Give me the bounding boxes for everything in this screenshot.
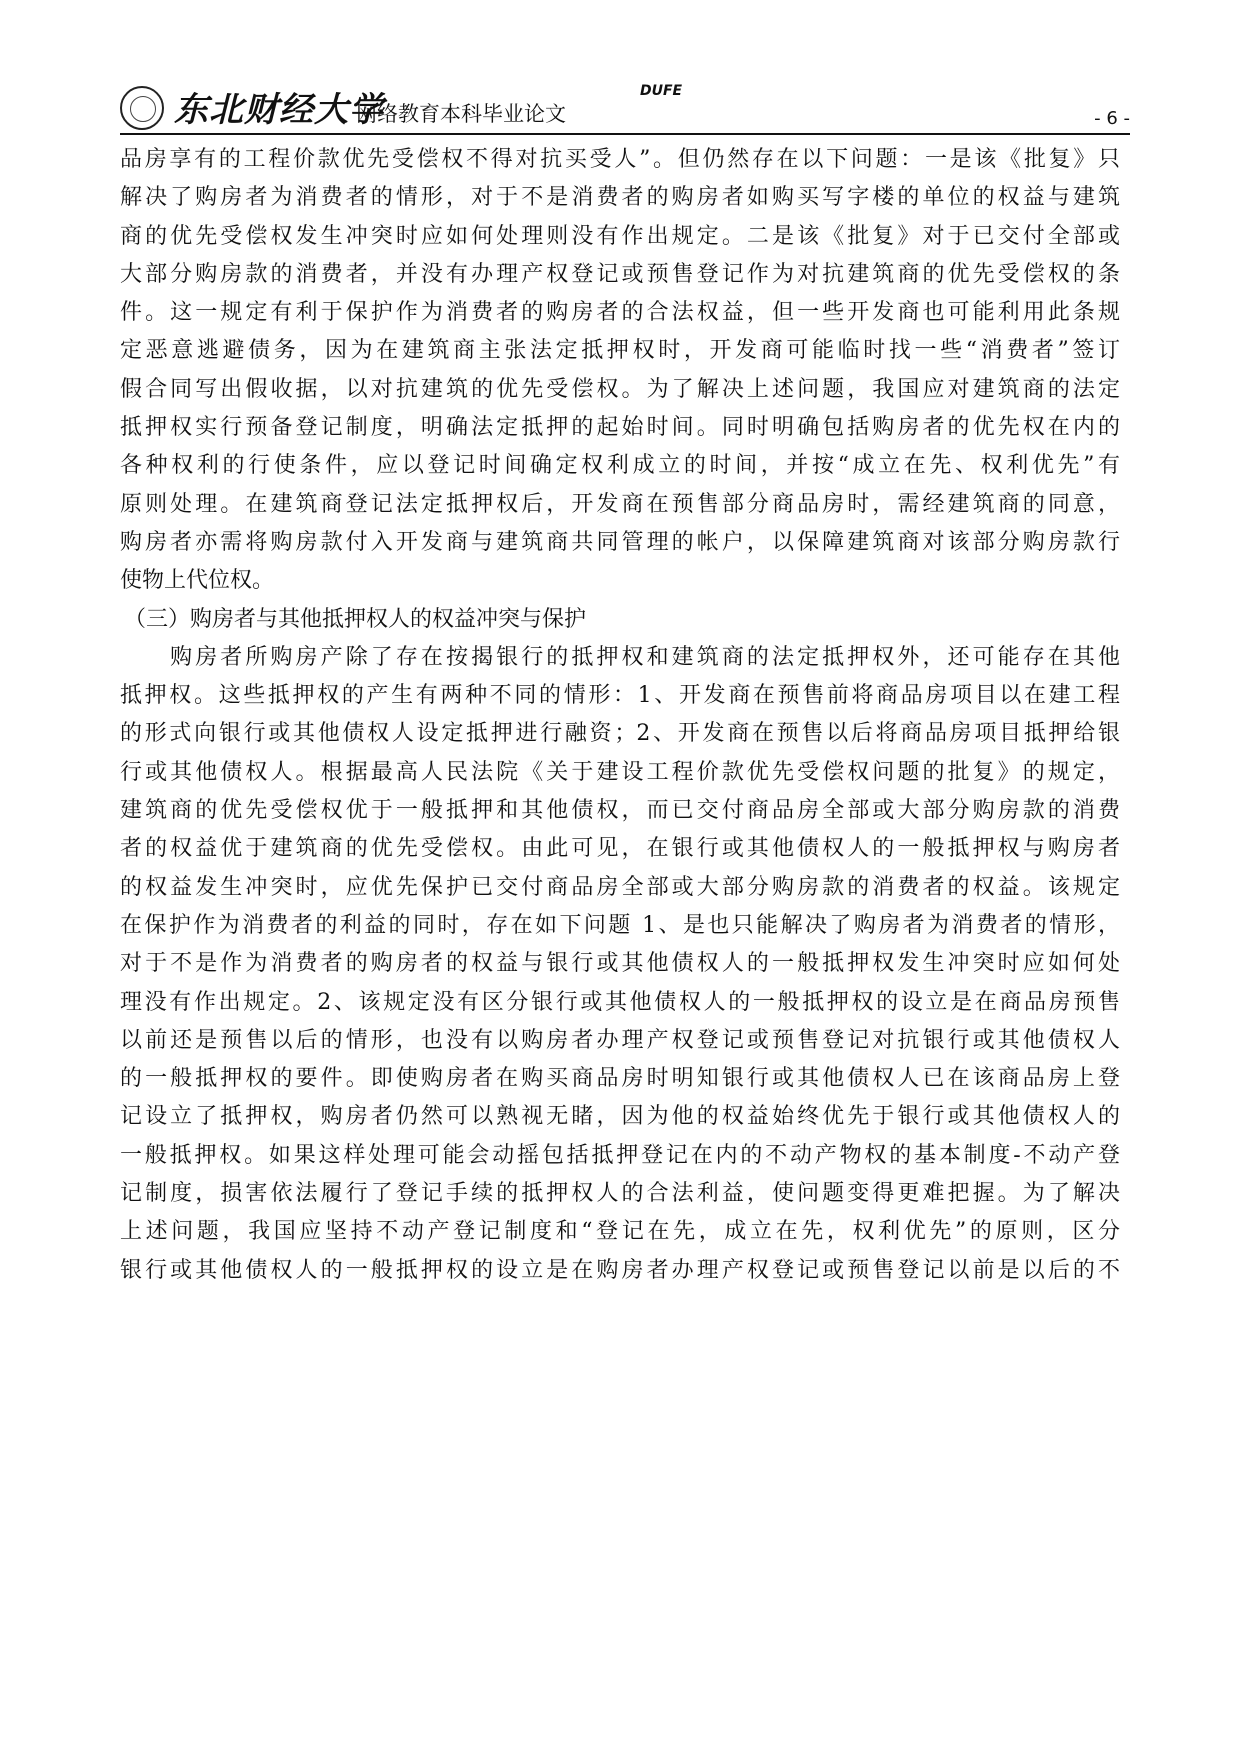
text-line: 行或其他债权人。根据最高人民法院《关于建设工程价款优先受偿权问题的批复》的规定， [120,759,1120,785]
text-line: 银行或其他债权人的一般抵押权的设立是在购房者办理产权登记或预售登记以前是以后的不 [120,1257,1120,1283]
text-line: 对于不是作为消费者的购房者的权益与银行或其他债权人的一般抵押权发生冲突时应如何处 [120,951,1120,977]
text-line: 使物上代位权。 [120,568,275,594]
text-line: 件。这一规定有利于保护作为消费者的购房者的合法权益，但一些开发商也可能利用此条规 [120,300,1120,326]
text-line: 品房享有的工程价款优先受偿权不得对抗买受人”。但仍然存在以下问题：一是该《批复》只 [120,147,1120,172]
text-line: 购房者所购房产除了存在按揭银行的抵押权和建筑商的法定抵押权外，还可能存在其他 [120,644,1120,670]
text-line: 以前还是预售以后的情形，也没有以购房者办理产权登记或预售登记对抗银行或其他债权人 [120,1027,1120,1053]
text-line: 大部分购房款的消费者，并没有办理产权登记或预售登记作为对抗建筑商的优先受偿权的条 [120,261,1120,287]
text-line: 理没有作出规定。2、该规定没有区分银行或其他债权人的一般抵押权的设立是在商品房预售 [120,989,1120,1015]
text-line: 商的优先受偿权发生冲突时应如何处理则没有作出规定。二是该《批复》对于已交付全部或 [120,223,1120,249]
header-divider [120,133,1130,135]
text-line: 解决了购房者为消费者的情形，对于不是消费者的购房者如购买写字楼的单位的权益与建筑 [120,185,1120,211]
section-heading: （三）购房者与其他抵押权人的权益冲突与保护 [124,606,587,632]
text-line: 原则处理。在建筑商登记法定抵押权后，开发商在预售部分商品房时，需经建筑商的同意， [120,491,1120,517]
text-line: 建筑商的优先受偿权优于一般抵押和其他债权，而已交付商品房全部或大部分购房款的消费 [120,798,1120,824]
thesis-type-label: 网络教育本科毕业论文 [356,102,566,126]
body-text [120,141,1120,1290]
text-line: 的形式向银行或其他债权人设定抵押进行融资；2、开发商在预售以后将商品房项目抵押给银 [120,721,1120,747]
text-line: 记制度，损害依法履行了登记手续的抵押权人的合法利益，使问题变得更难把握。为了解决 [120,1181,1120,1207]
text-line: 的权益发生冲突时，应优先保护已交付商品房全部或大部分购房款的消费者的权益。该规定 [120,874,1120,900]
page-header [120,78,1130,134]
text-line: 定恶意逃避债务，因为在建筑商主张法定抵押权时，开发商可能临时找一些“消费者”签订 [120,338,1120,364]
text-line: 上述问题，我国应坚持不动产登记制度和“登记在先，成立在先，权利优先”的原则，区分 [120,1219,1120,1245]
text-line: 抵押权。这些抵押权的产生有两种不同的情形：1、开发商在预售前将商品房项目以在建工程 [120,683,1120,709]
text-line: 假合同写出假收据，以对抗建筑的优先受偿权。为了解决上述问题，我国应对建筑商的法定 [120,376,1120,402]
text-line: 抵押权实行预备登记制度，明确法定抵押的起始时间。同时明确包括购房者的优先权在内的 [120,415,1120,441]
text-line: 一般抵押权。如果这样处理可能会动摇包括抵押登记在内的不动产物权的基本制度-不动产登 [120,1142,1120,1168]
university-name: 东北财经大学 [174,90,384,130]
text-line: 的一般抵押权的要件。即使购房者在购买商品房时明知银行或其他债权人已在该商品房上登 [120,1066,1120,1092]
text-line: 各种权利的行使条件，应以登记时间确定权利成立的时间，并按“成立在先、权利优先”有 [120,453,1120,479]
text-line: 购房者亦需将购房款付入开发商与建筑商共同管理的帐户，以保障建筑商对该部分购房款行 [120,529,1120,555]
university-seal-icon [120,86,164,130]
text-line: 者的权益优于建筑商的优先受偿权。由此可见，在银行或其他债权人的一般抵押权与购房者 [120,836,1120,862]
text-line: 在保护作为消费者的利益的同时，存在如下问题 1、是也只能解决了购房者为消费者的情形， [120,912,1120,938]
page-number: - 6 - [1094,108,1130,129]
dufe-logo-mark: DUFE [640,83,683,99]
text-line: 记设立了抵押权，购房者仍然可以熟视无睹，因为他的权益始终优先于银行或其他债权人的 [120,1104,1120,1130]
